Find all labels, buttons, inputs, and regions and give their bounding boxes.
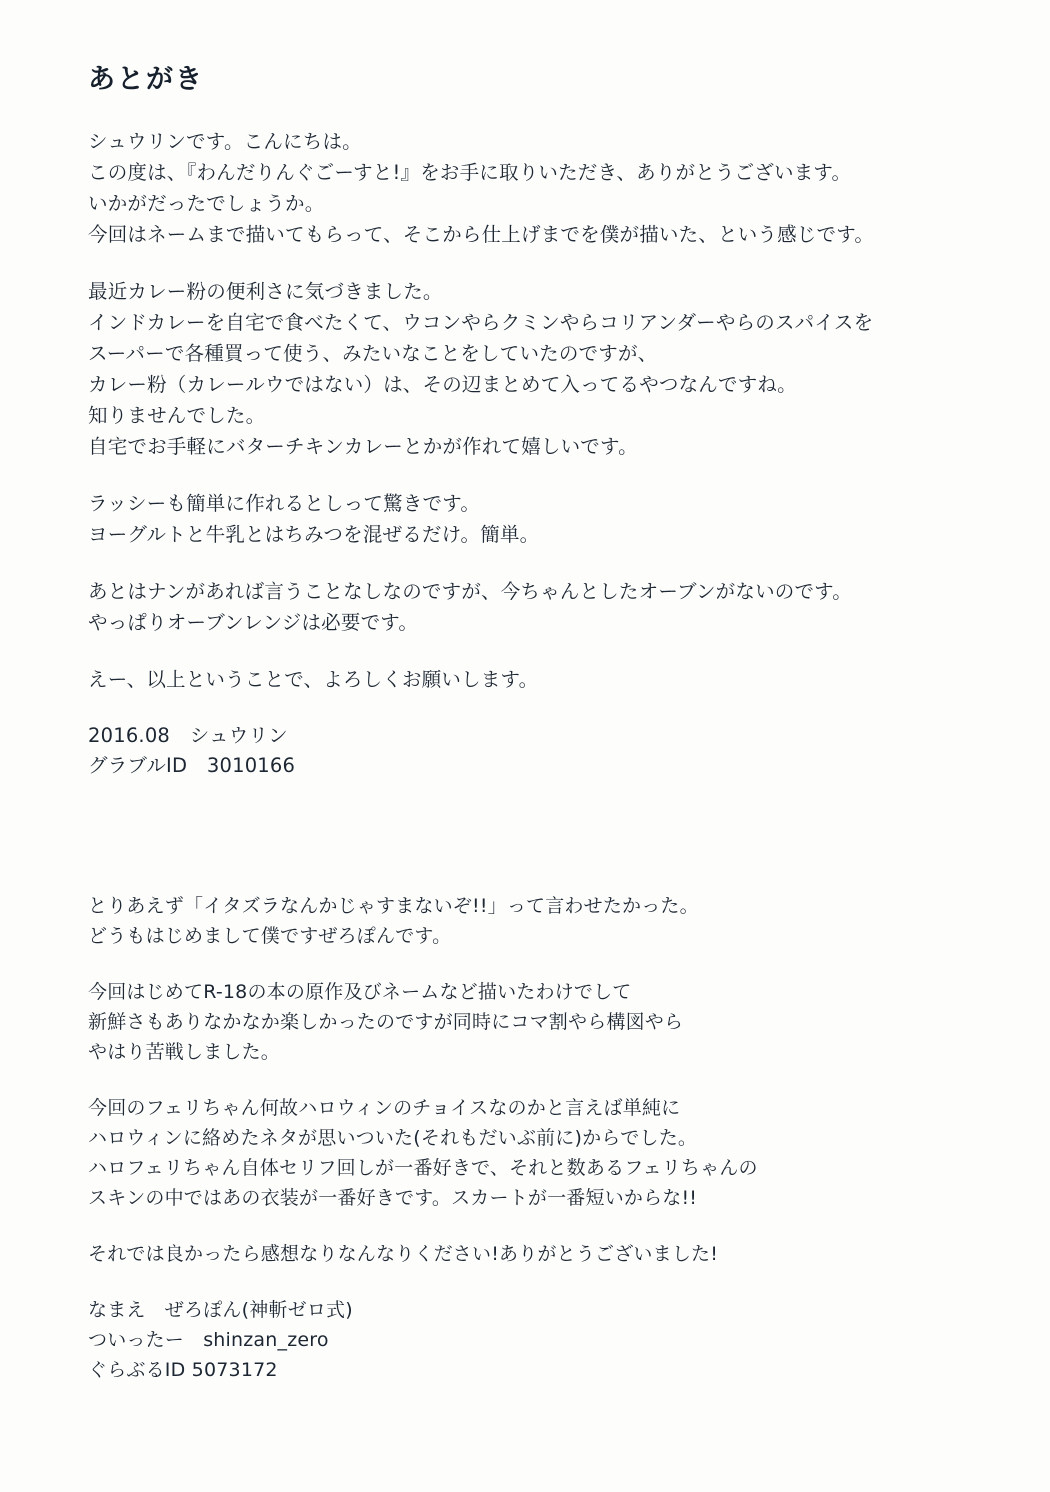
text-line: 今回はじめてR-18の本の原作及びネームなど描いたわけでして [88, 981, 632, 1004]
text-line: スキンの中ではあの衣装が一番好きです。スカートが一番短いからな!! [88, 1187, 698, 1210]
text-line: ハロウィンに絡めたネタが思いついた(それもだいぶ前に)からでした。 [88, 1127, 698, 1150]
signature-line: グラブルID 3010166 [88, 754, 296, 778]
paragraph-halloween [88, 1093, 968, 1213]
page-title: あとがき [88, 64, 204, 95]
text-line: インドカレーを自宅で食べたくて、ウコンやらクミンやらコリアンダーやらのスパイスを [88, 311, 874, 335]
text-line: 最近カレー粉の便利さに気づきました。 [88, 280, 443, 304]
signature-block-shurin [88, 721, 968, 781]
paragraph-naan [88, 576, 968, 638]
text-line: スーパーで各種買って使う、みたいなことをしていたのですが、 [88, 342, 658, 366]
text-line: どうもはじめまして僕ですぜろぽんです。 [88, 925, 452, 948]
signature-line: ついったー shinzan_zero [88, 1329, 329, 1352]
text-line: 知りませんでした。 [88, 404, 266, 428]
text-line: 今回のフェリちゃん何故ハロウィンのチョイスなのかと言えば単純に [88, 1097, 681, 1120]
paragraph-closing [88, 664, 968, 695]
text-line: 今回はネームまで描いてもらって、そこから仕上げまでを僕が描いた、という感じです。 [88, 223, 875, 247]
text-line: 自宅でお手軽にバターチキンカレーとかが作れて嬉しいです。 [88, 435, 638, 459]
paragraph-curry [88, 276, 968, 462]
paragraph-thanks [88, 1239, 968, 1269]
paragraph-intro [88, 126, 968, 250]
afterword-content [88, 64, 968, 1385]
signature-line: ぐらぶるID 5073172 [88, 1359, 278, 1382]
afterword-section-two [88, 891, 968, 1385]
text-line: 新鮮さもありなかなか楽しかったのですが同時にコマ割やら構図やら [88, 1011, 684, 1034]
signature-line: 2016.08 シュウリン [88, 724, 288, 748]
paragraph-lassi [88, 488, 968, 550]
signature-block-zeropon [88, 1295, 968, 1385]
text-line: ヨーグルトと牛乳とはちみつを混ぜるだけ。簡単。 [88, 523, 540, 547]
text-line: この度は、『わんだりんぐごーすと!』をお手に取りいただき、ありがとうございます。 [88, 161, 852, 185]
paragraph-first-work [88, 977, 968, 1067]
paragraph-greeting [88, 891, 968, 951]
text-line: それでは良かったら感想なりなんなりください!ありがとうございました! [88, 1243, 719, 1266]
text-line: いかがだったでしょうか。 [88, 192, 325, 216]
text-line: カレー粉（カレールウではない）は、その辺まとめて入ってるやつなんですね。 [88, 373, 797, 397]
signature-line: なまえ ぜろぽん(神斬ゼロ式) [88, 1299, 353, 1322]
text-line: ラッシーも簡単に作れるとしって驚きです。 [88, 492, 481, 516]
section-divider [88, 807, 968, 891]
text-line: あとはナンがあれば言うことなしなのですが、今ちゃんとしたオーブンがないのです。 [88, 580, 853, 604]
text-line: シュウリンです。こんにちは。 [88, 130, 362, 154]
text-line: やっぱりオーブンレンジは必要です。 [88, 611, 419, 635]
text-line: ハロフェリちゃん自体セリフ回しが一番好きで、それと数あるフェリちゃんの [88, 1157, 758, 1180]
text-line: とりあえず「イタズラなんかじゃすまないぞ!!」って言わせたかった。 [88, 895, 699, 918]
text-line: えー、以上ということで、よろしくお願いします。 [88, 668, 539, 692]
text-line: やはり苦戦しました。 [88, 1041, 281, 1064]
